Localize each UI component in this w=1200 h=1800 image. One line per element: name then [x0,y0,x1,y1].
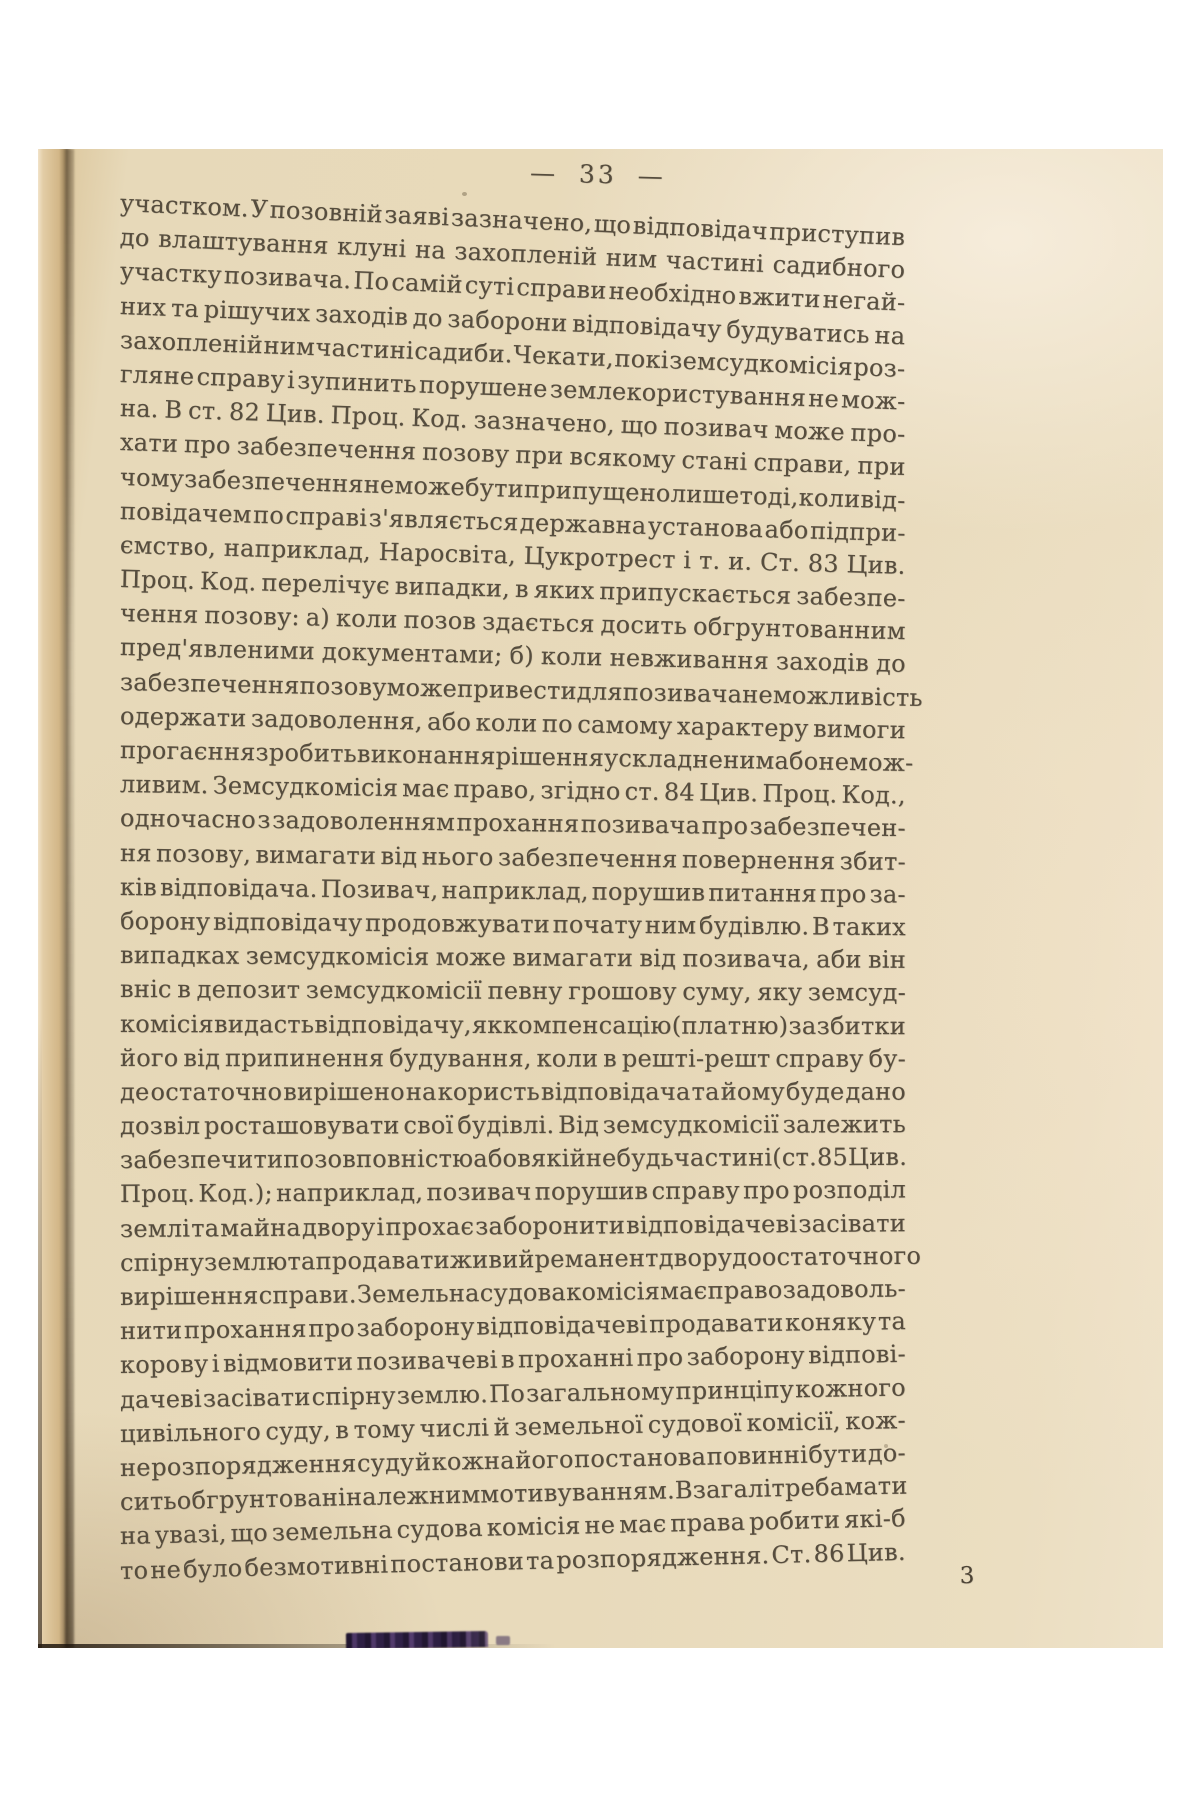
text-line: Проц. Код. перелічує випадки, в яких припускається забезпе- [119,565,907,613]
text-line: до влаштування клуні на захопленій ним частині садибного [119,223,906,285]
text-line: ків відповідача. Позивач, наприклад, порушив питання про за- [119,872,907,909]
text-line: сить обгрунтовані належним мотивуванням. Взагалі треба мати [119,1471,908,1517]
text-line: спірну землю та продавати живий реманент двору до остаточного [119,1241,922,1277]
text-line: корову і відмовити позивачеві в проханні про заборону відпові- [119,1340,907,1380]
page-number-header: — 33 — [529,157,667,191]
text-line: участком. У позовній заяві зазначено, що відповідач приступив [119,189,906,252]
text-line: землі та майна двору і прохає заборонити відповідачеві засівати [119,1208,907,1243]
text-line: одночасно з задоволенням прохання позивача про забезпечен- [119,804,907,843]
text-line: не розпорядження суду й кожна його постанова повинні бути до- [119,1438,907,1482]
text-line: на увазі, що земельна судова комісія не має права робити які-б [119,1504,907,1551]
page-left-edge [38,1018,42,1648]
text-line: прогаєння зробить виконання рішення ускладненим або немож- [119,736,914,778]
text-line: гляне справу і зупинить порушене землекористування не мож- [119,359,906,416]
text-line: чому забезпечення не може бути припущено лише тоді, коли від- [119,462,906,515]
text-line: його від припинення будування, коли в решті-решт справу бу- [119,1043,906,1073]
text-line: них та рішучих заходів до заборони відповідачу будуватись на [119,291,906,350]
paper-speck [462,192,467,196]
text-line: то не було безмотивні постанови та розпорядження. Ст. 86 Цив. [119,1537,907,1585]
text-line: участку позивача. По самій суті справи необхідно вжити негай- [119,257,906,318]
text-line: борону відповідачу продовжувати почату ним будівлю. В таких [119,906,907,942]
text-line: забезпечити позов повністю або в якій небудь частині (ст. 85 Цив. [119,1143,908,1175]
text-line: захопленій ним частині садиби. Чекати, покі земсудкомісія роз- [119,325,906,383]
text-line: пред'явленими документами; б) коли невживання заходів до [119,633,907,679]
text-line: дачеві засівати спірну землю. По загальному принціпу кожного [119,1373,907,1414]
text-line: чення позову: а) коли позов здається досить обгрунтованним [119,599,907,646]
text-line: повідачем по справі з'являється державна установа або підпри- [119,496,907,547]
text-line: хати про забезпечення позову при всякому стані справи, при [119,428,907,482]
text-line: ємство, наприклад, Наросвіта, Цукротрест і т. и. Ст. 83 Цив. [119,530,906,580]
text-line: вніс в депозит земсудкомісії певну грошову суму, яку земсуд- [119,975,907,1007]
text-line: випадках земсудкомісія може вимагати від позивача, аби він [119,941,907,974]
text-line: ня позову, вимагати від нього забезпечення повернення збит- [119,838,907,876]
text-line: Проц. Код.); наприклад, позивач порушив справу про розподіл [119,1175,907,1209]
gutter-crease [65,149,74,1648]
body-text [119,186,924,1588]
text-line: нити прохання про заборону відповідачеві продавати коняку та [119,1307,907,1346]
text-line: забезпечення позову може привести для позивача неможливість [119,667,924,712]
text-line: одержати задоволення, або коли по самому характеру вимоги [119,701,907,745]
scanned-page [38,149,1163,1648]
text-line: на. В ст. 82 Цив. Проц. Код. зазначено, що позивач може про- [119,394,906,449]
text-line: де остаточно вирішено на користь відповідача та йому буде дано [119,1077,906,1106]
stamp-mark [346,1631,488,1648]
text-line: цивільного суду, в тому числі й земельної судової комісії, кож- [119,1405,907,1448]
text-line: дозвіл росташовувати свої будівлі. Від земсудкомісії залежить [119,1110,906,1141]
stamp-mark-fragment [496,1636,510,1645]
text-line: вирішення справи. Земельна судова комісія має право задоволь- [119,1274,907,1311]
text-line: ливим. Земсудкомісія має право, згідно ст. 84 Цив. Проц. Код., [119,770,907,810]
text-line: комісія видасть відповідачу, як компенсацію (платню) за збитки [119,1009,906,1040]
signature-number: 3 [959,1562,975,1590]
paper-speck [884,1444,888,1448]
